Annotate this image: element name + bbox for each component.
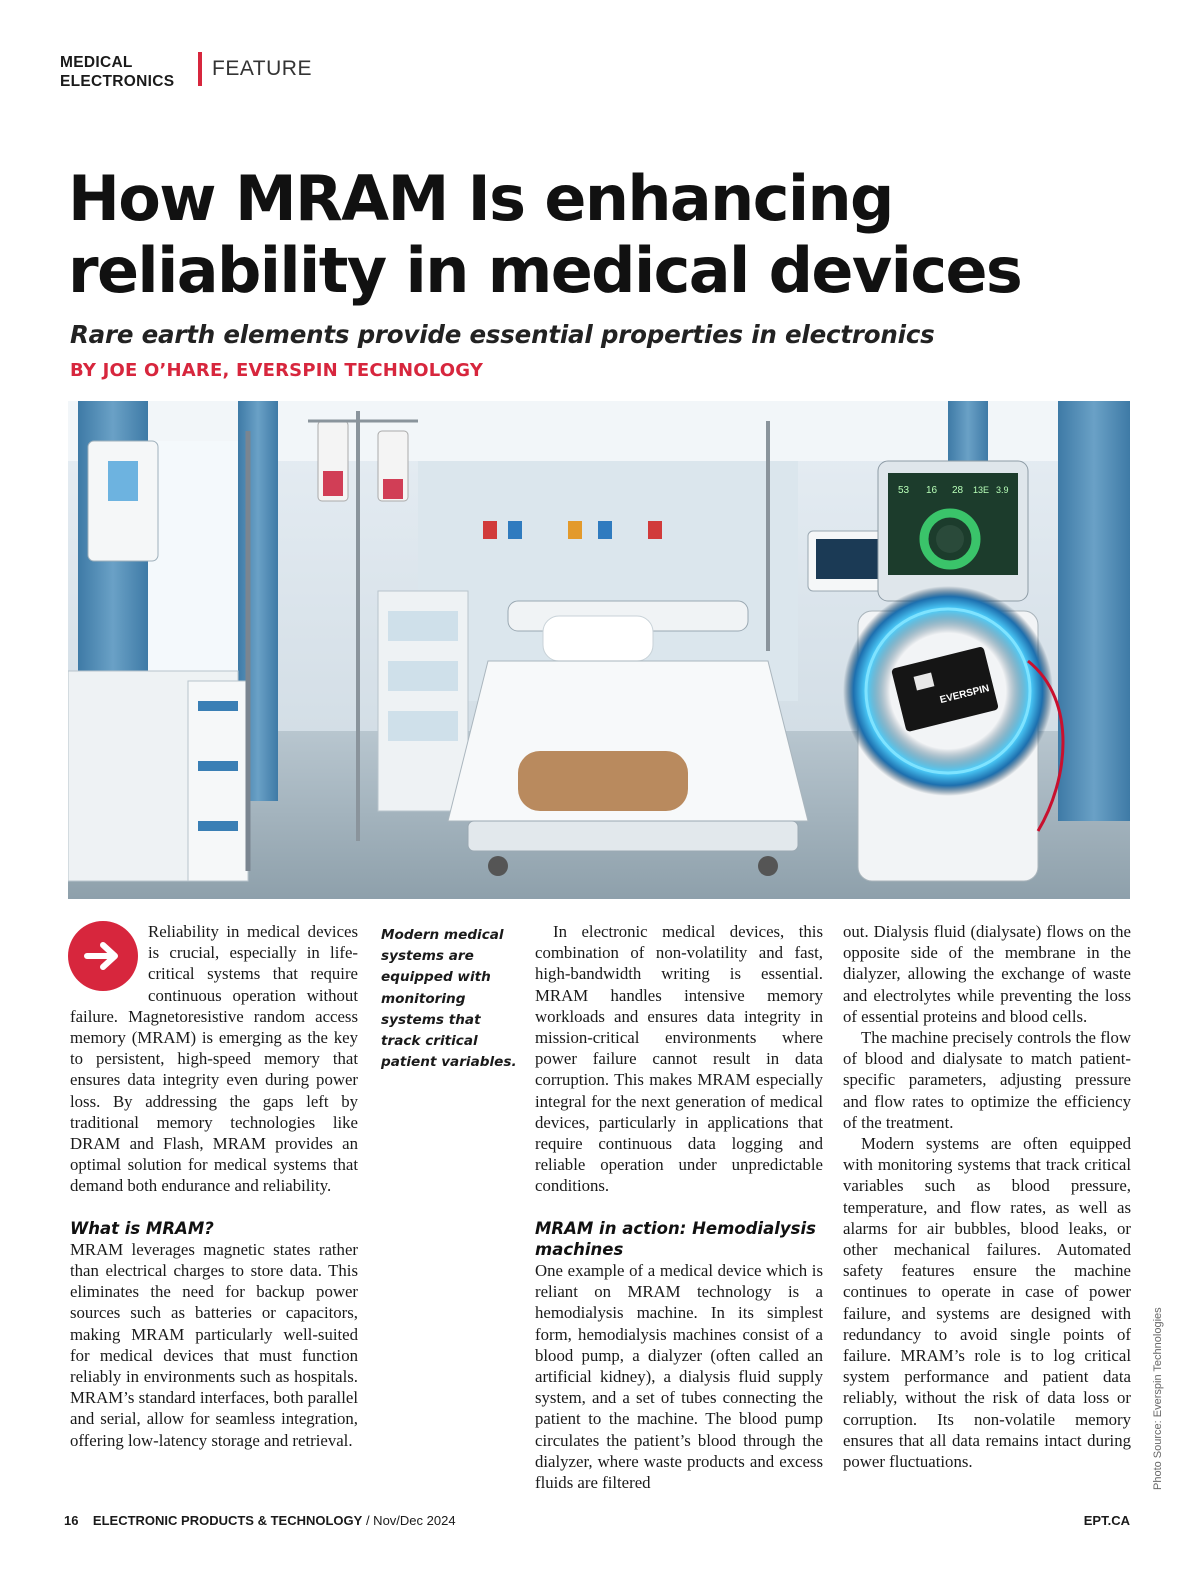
section-label-line1: MEDICAL <box>60 54 133 71</box>
lead-paragraph: Reliability in medical devices is crucial, especially in life-critical systems that require continuous operation without failure. Magnetoresistive random access memory (MRAM) is emerging as the key to persistent, high-speed memory that ensures data integrity even during power loss. By addressing the gaps left by traditional memory technologies like DRAM and Flash, MRAM provides an optimal solution for medical systems that demand both endurance and reliability. <box>70 922 358 1196</box>
article-column-2 <box>535 921 823 1493</box>
article-column-3 <box>843 921 1131 1472</box>
svg-text:16: 16 <box>926 485 938 496</box>
svg-text:53: 53 <box>898 485 910 496</box>
paragraph: out. Dialysis fluid (dialysate) flows on the opposite side of the membrane in the dialyzer, allowing the exchange of waste and electrolytes while preventing the loss of essential proteins and blood cells. <box>843 922 1131 1026</box>
paragraph: In electronic medical devices, this combination of non-volatility and fast, high-bandwidth writing is essential. MRAM handles intensive memory workloads and ensures data integrity in mission-critical environments where power failure cannot result in data corruption. This makes MRAM especially integral for the next generation of medical devices, particularly in applications that require continuous data logging and reliable operation under unpredictable conditions. <box>535 922 823 1196</box>
arrow-right-icon <box>68 921 138 991</box>
footer-publication <box>64 1513 456 1528</box>
article-column-1 <box>70 921 358 1451</box>
paragraph: MRAM leverages magnetic states rather than electrical charges to store data. This eliminates the need for backup power sources such as batteries or capacitors, making MRAM particularly well-suited for medical devices that must function reliably in environments such as hospitals. MRAM’s standard interfaces, both parallel and serial, allow for seamless integration, offering low-latency storage and retrieval. <box>70 1239 358 1450</box>
publication-name: ELECTRONIC PRODUCTS & TECHNOLOGY <box>92 1513 363 1528</box>
paragraph: One example of a medical device which is reliant on MRAM technology is a hemodialysis machine. In its simplest form, hemodialysis machines consist of a blood pump, a dialyzer (often called an artificial kidney), a dialysis fluid supply system, and a set of tubes connecting the patient to the machine. The blood pump circulates the patient’s blood through the dialyzer, where waste products and excess fluids are filtered <box>535 1261 823 1493</box>
page-number: 16 <box>64 1513 79 1528</box>
section-label <box>60 53 174 91</box>
paragraph: Modern systems are often equipped with monitoring systems that track critical variables such as blood pressure, temperature, and flow rates, as well as alarms for air bubbles, blood leaks, or other mechanical failures. Automated safety features ensure the machine continues to operate in case of power failure, and systems are designed with redundancy to avoid single points of failure. MRAM’s role is to log critical system performance and patient data reliably, without the risk of data loss or corruption. Its non-volatile memory ensures that all data remains intact during power fluctuations. <box>843 1134 1131 1472</box>
section-label-line2: ELECTRONICS <box>60 73 175 90</box>
svg-text:28: 28 <box>952 485 964 496</box>
svg-text:3.9: 3.9 <box>996 485 1009 495</box>
article-deck: Rare earth elements provide essential properties in electronics <box>70 320 935 349</box>
chip-brand-label: EVERSPIN <box>938 683 991 707</box>
article-byline: BY JOE O’HARE, EVERSPIN TECHNOLOGY <box>70 360 484 381</box>
subhead-what-is-mram: What is MRAM? <box>70 1218 214 1238</box>
feature-label: FEATURE <box>212 57 312 80</box>
hero-photo <box>68 401 1130 899</box>
paragraph: The machine precisely controls the flow of blood and dialysate to match patient-specific parameters, adjusting pressure and flow rates to optimize the efficiency of the treatment. <box>843 1028 1131 1132</box>
issue-date: / Nov/Dec 2024 <box>365 1513 456 1528</box>
article-title: How MRAM Is enhancing reliability in medical devices <box>68 162 1022 307</box>
svg-text:13E: 13E <box>973 485 990 495</box>
photo-credit: Photo Source: Everspin Technologies <box>1152 1307 1164 1490</box>
section-divider <box>198 52 202 86</box>
subhead-mram-in-action: MRAM in action: Hemodialysis machines <box>535 1218 816 1259</box>
footer-website[interactable]: EPT.CA <box>1083 1513 1130 1528</box>
pull-quote: Modern medical systems are equipped with monitoring systems that track critical patient variables. <box>381 927 517 1071</box>
